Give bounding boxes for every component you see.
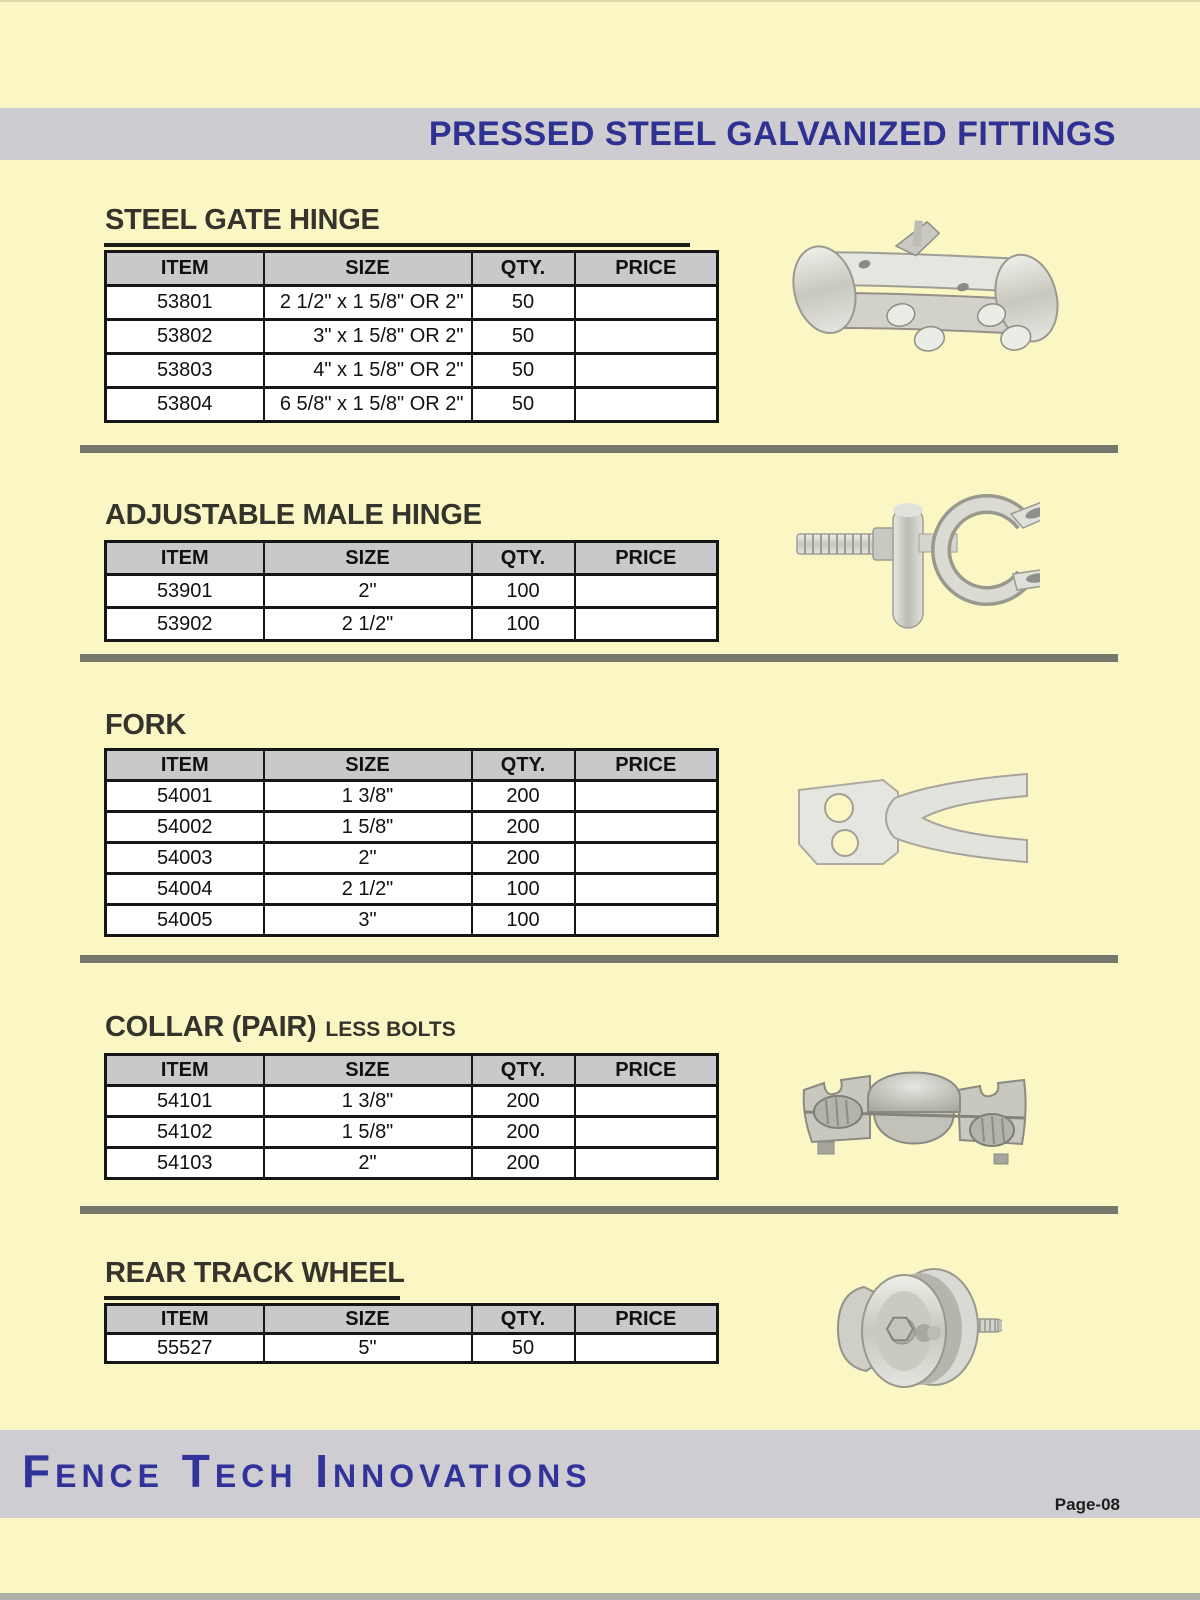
col-header-item: ITEM bbox=[106, 252, 264, 286]
size-cell: 2 1/2" x 1 5/8" OR 2" bbox=[264, 286, 472, 320]
table-row bbox=[106, 905, 718, 936]
section-divider bbox=[80, 445, 1118, 453]
size-cell: 2" bbox=[264, 1148, 472, 1179]
page-number: Page-08 bbox=[1054, 1495, 1120, 1514]
section-divider bbox=[80, 1206, 1118, 1214]
qty-cell: 200 bbox=[472, 843, 575, 874]
size-cell: 2 1/2" bbox=[264, 608, 472, 641]
table-row bbox=[106, 1086, 718, 1117]
section-title bbox=[105, 708, 724, 742]
section-rear-track-wheel bbox=[104, 1256, 724, 1364]
price-cell bbox=[575, 1148, 718, 1179]
table-row bbox=[106, 575, 718, 608]
item-cell: 54001 bbox=[106, 781, 264, 812]
table-row bbox=[106, 388, 718, 422]
section-title bbox=[105, 1010, 724, 1047]
section-title bbox=[105, 498, 724, 532]
table-header-row bbox=[106, 750, 718, 781]
price-cell bbox=[575, 905, 718, 936]
price-cell bbox=[575, 812, 718, 843]
section-title-text: ADJUSTABLE MALE HINGE bbox=[105, 499, 482, 531]
section-subtitle: LESS BOLTS bbox=[325, 1018, 456, 1041]
item-cell: 54103 bbox=[106, 1148, 264, 1179]
size-cell: 2" bbox=[264, 575, 472, 608]
col-header-qty: QTY. bbox=[472, 542, 575, 575]
size-cell: 3" x 1 5/8" OR 2" bbox=[264, 320, 472, 354]
item-cell: 53902 bbox=[106, 608, 264, 641]
size-cell: 1 5/8" bbox=[264, 1117, 472, 1148]
adjustable-male-hinge-table bbox=[104, 540, 719, 642]
price-cell bbox=[575, 874, 718, 905]
price-cell bbox=[575, 575, 718, 608]
section-title-text: FORK bbox=[105, 709, 186, 741]
section-title-text: COLLAR (PAIR) bbox=[105, 1011, 317, 1043]
price-cell bbox=[575, 608, 718, 641]
table-header-row bbox=[106, 542, 718, 575]
col-header-price: PRICE bbox=[575, 750, 718, 781]
qty-cell: 50 bbox=[472, 320, 575, 354]
qty-cell: 200 bbox=[472, 1117, 575, 1148]
table-row bbox=[106, 874, 718, 905]
col-header-size: SIZE bbox=[264, 1305, 472, 1334]
size-cell: 3" bbox=[264, 905, 472, 936]
header-band bbox=[0, 108, 1200, 160]
collar-pair-photo bbox=[798, 1026, 1033, 1178]
item-cell: 53801 bbox=[106, 286, 264, 320]
steel-gate-hinge-photo bbox=[780, 210, 1075, 390]
qty-cell: 50 bbox=[472, 354, 575, 388]
col-header-item: ITEM bbox=[106, 750, 264, 781]
section-title-text: STEEL GATE HINGE bbox=[105, 204, 380, 236]
item-cell: 54003 bbox=[106, 843, 264, 874]
section-title bbox=[105, 1256, 724, 1290]
table-row bbox=[106, 320, 718, 354]
title-underline bbox=[104, 243, 690, 247]
col-header-size: SIZE bbox=[264, 252, 472, 286]
size-cell: 1 3/8" bbox=[264, 1086, 472, 1117]
section-title-text: REAR TRACK WHEEL bbox=[105, 1257, 405, 1289]
price-cell bbox=[575, 1334, 718, 1363]
col-header-qty: QTY. bbox=[472, 1305, 575, 1334]
title-underline bbox=[104, 1296, 400, 1300]
table-row bbox=[106, 812, 718, 843]
qty-cell: 50 bbox=[472, 388, 575, 422]
item-cell: 54101 bbox=[106, 1086, 264, 1117]
price-cell bbox=[575, 781, 718, 812]
qty-cell: 100 bbox=[472, 905, 575, 936]
size-cell: 5" bbox=[264, 1334, 472, 1363]
table-row bbox=[106, 1334, 718, 1363]
col-header-price: PRICE bbox=[575, 1305, 718, 1334]
section-divider bbox=[80, 955, 1118, 963]
price-cell bbox=[575, 843, 718, 874]
section-fork bbox=[104, 708, 724, 937]
bottom-edge-strip bbox=[0, 1593, 1200, 1600]
item-cell: 54005 bbox=[106, 905, 264, 936]
col-header-item: ITEM bbox=[106, 1055, 264, 1086]
col-header-item: ITEM bbox=[106, 542, 264, 575]
table-row bbox=[106, 781, 718, 812]
table-row bbox=[106, 843, 718, 874]
size-cell: 2" bbox=[264, 843, 472, 874]
rear-track-wheel-table bbox=[104, 1303, 719, 1364]
table-row bbox=[106, 1117, 718, 1148]
qty-cell: 200 bbox=[472, 781, 575, 812]
adjustable-male-hinge-photo bbox=[795, 470, 1040, 632]
table-row bbox=[106, 286, 718, 320]
item-cell: 53802 bbox=[106, 320, 264, 354]
col-header-price: PRICE bbox=[575, 252, 718, 286]
size-cell: 1 3/8" bbox=[264, 781, 472, 812]
col-header-size: SIZE bbox=[264, 542, 472, 575]
qty-cell: 50 bbox=[472, 286, 575, 320]
item-cell: 53803 bbox=[106, 354, 264, 388]
table-header-row bbox=[106, 252, 718, 286]
qty-cell: 200 bbox=[472, 1086, 575, 1117]
page-title: PRESSED STEEL GALVANIZED FITTINGS bbox=[428, 115, 1116, 153]
qty-cell: 50 bbox=[472, 1334, 575, 1363]
fork-photo bbox=[795, 760, 1033, 885]
price-cell bbox=[575, 1086, 718, 1117]
qty-cell: 200 bbox=[472, 1148, 575, 1179]
item-cell: 53804 bbox=[106, 388, 264, 422]
col-header-size: SIZE bbox=[264, 1055, 472, 1086]
col-header-qty: QTY. bbox=[472, 252, 575, 286]
col-header-price: PRICE bbox=[575, 542, 718, 575]
col-header-item: ITEM bbox=[106, 1305, 264, 1334]
table-row bbox=[106, 354, 718, 388]
table-header-row bbox=[106, 1305, 718, 1334]
fork-table bbox=[104, 748, 719, 937]
price-cell bbox=[575, 320, 718, 354]
rear-track-wheel-photo bbox=[830, 1253, 1002, 1405]
item-cell: 55527 bbox=[106, 1334, 264, 1363]
section-divider bbox=[80, 654, 1118, 662]
col-header-size: SIZE bbox=[264, 750, 472, 781]
qty-cell: 100 bbox=[472, 608, 575, 641]
section-title bbox=[105, 203, 724, 237]
section-steel-gate-hinge bbox=[104, 203, 724, 423]
item-cell: 54002 bbox=[106, 812, 264, 843]
section-adjustable-male-hinge bbox=[104, 498, 724, 642]
size-cell: 4" x 1 5/8" OR 2" bbox=[264, 354, 472, 388]
qty-cell: 100 bbox=[472, 874, 575, 905]
size-cell: 6 5/8" x 1 5/8" OR 2" bbox=[264, 388, 472, 422]
size-cell: 1 5/8" bbox=[264, 812, 472, 843]
table-row bbox=[106, 608, 718, 641]
item-cell: 54102 bbox=[106, 1117, 264, 1148]
steel-gate-hinge-table bbox=[104, 250, 719, 423]
col-header-price: PRICE bbox=[575, 1055, 718, 1086]
size-cell: 2 1/2" bbox=[264, 874, 472, 905]
table-row bbox=[106, 1148, 718, 1179]
item-cell: 53901 bbox=[106, 575, 264, 608]
qty-cell: 100 bbox=[472, 575, 575, 608]
col-header-qty: QTY. bbox=[472, 750, 575, 781]
brand-logo-text: Fence Tech Innovations bbox=[22, 1445, 592, 1497]
qty-cell: 200 bbox=[472, 812, 575, 843]
price-cell bbox=[575, 286, 718, 320]
table-header-row bbox=[106, 1055, 718, 1086]
price-cell bbox=[575, 1117, 718, 1148]
section-collar-pair bbox=[104, 1010, 724, 1180]
collar-pair-table bbox=[104, 1053, 719, 1180]
col-header-qty: QTY. bbox=[472, 1055, 575, 1086]
top-edge-strip bbox=[0, 0, 1200, 2]
item-cell: 54004 bbox=[106, 874, 264, 905]
price-cell bbox=[575, 354, 718, 388]
price-cell bbox=[575, 388, 718, 422]
